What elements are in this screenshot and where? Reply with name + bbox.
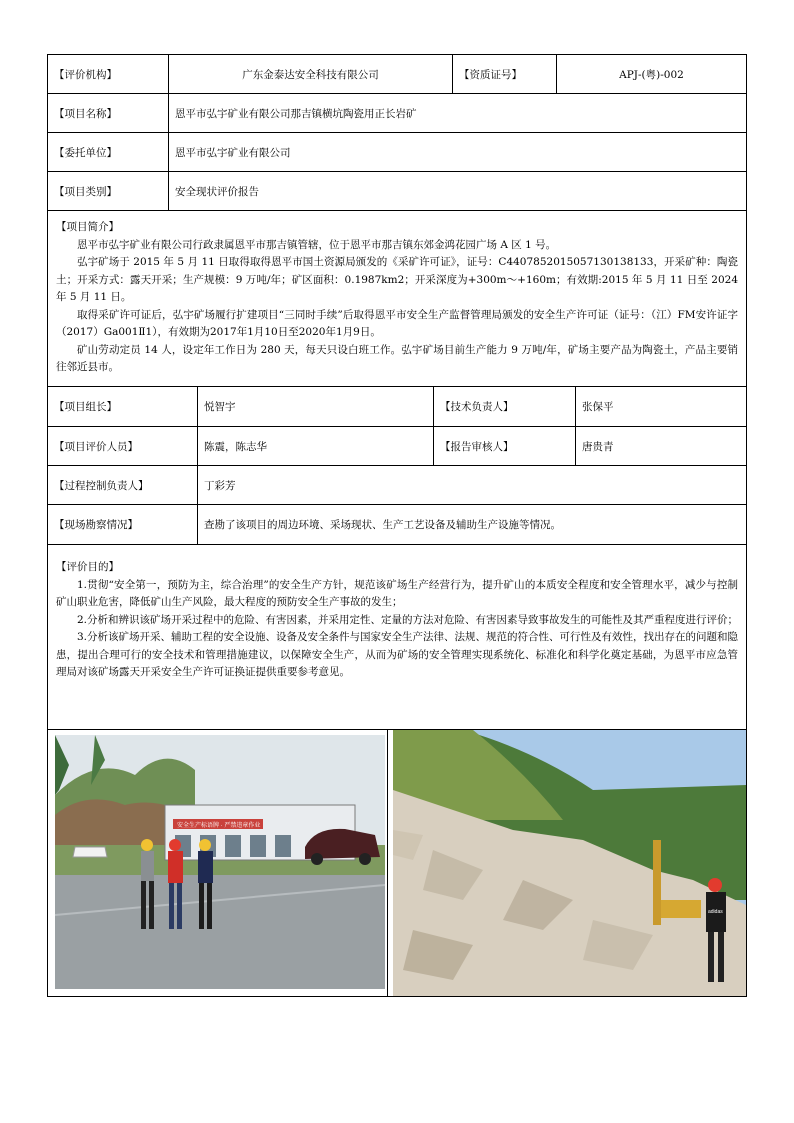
process-row [48,466,746,505]
intro-heading: 【项目简介】 [56,221,119,233]
mine-site-photo [388,730,746,996]
leader-row [48,387,746,427]
cert-label: 【资质证号】 [453,55,557,93]
intro-paragraph: 矿山劳动定员 14 人，设定年工作日为 280 天，每天只设白班工作。弘宇矿场目前生产能力 9 万吨/年，矿场主要产品为陶瓷土，产品主要销往邻近县市。 [56,343,738,373]
category-label: 【项目类别】 [48,172,169,210]
evaluation-purpose [48,545,746,730]
client-value: 恩平市弘宇矿业有限公司 [175,146,291,159]
leader-value: 悦智宇 [198,387,434,426]
purpose-heading: 【评价目的】 [56,561,119,573]
survey-label: 【现场勘察情况】 [48,505,198,544]
tech-lead-label: 【技术负责人】 [434,387,576,426]
intro-paragraph: 恩平市弘宇矿业有限公司行政隶属恩平市那吉镇管辖，位于恩平市那吉镇东郊金鸿花园广场 A 区 1 号。 [77,238,557,251]
category-value: 安全现状评价报告 [175,185,259,198]
process-label: 【过程控制负责人】 [48,466,198,504]
shirt-logo: adidas [708,909,723,915]
leader-label: 【项目组长】 [48,387,198,426]
org-label: 【评价机构】 [48,55,169,93]
evaluators-value: 陈震，陈志华 [198,427,434,465]
client-row [48,133,746,172]
reviewer-value: 唐贵青 [582,440,614,453]
project-row [48,94,746,133]
project-label: 【项目名称】 [48,94,169,132]
survey-row [48,505,746,545]
purpose-paragraph: 3.分析该矿场开采、辅助工程的安全设施、设备及安全条件与国家安全生产法律、法规、规范的符合性、可行性及有效性，找出存在的问题和隐患，提出合理可行的安全技术和管理措施建议，以保障安全生产，从而为矿场的安全管理实现系统化、标准化和科学化奠定基础，为恩平市应急管理局对该矿场露天开采安全生产许可证换证提供重要参考意见。 [56,631,739,678]
survey-value: 查勘了该项目的周边环境、采场现状、生产工艺设备及辅助生产设施等情况。 [204,519,561,531]
reviewer-label: 【报告审核人】 [434,427,576,465]
evaluators-row [48,427,746,466]
tech-lead-value: 张保平 [582,401,614,413]
purpose-paragraph: 1.贯彻“安全第一，预防为主，综合治理”的安全生产方针，规范该矿场生产经营行为，提升矿山的本质安全程度和安全管理水平，减少与控制矿山职业危害，降低矿山生产风险，最大程度的预防安全生产事故的发生； [56,578,738,608]
site-photos [48,730,746,996]
category-row [48,172,746,211]
intro-paragraph: 取得采矿许可证后，弘宇矿场履行扩建项目“三同时手续”后取得恩平市安全生产监督管理局颁发的安全生产许可证（证号：（江）FM安许证字（2017）Ga001Ⅱ1），有效期为2017年1月10日至2020年1月9日。 [56,308,738,338]
org-row [48,55,746,94]
process-value: 丁彩芳 [204,479,236,492]
purpose-paragraph: 2.分析和辨识该矿场开采过程中的危险、有害因素，并采用定性、定量的方法对危险、有害因素导致事故发生的可能性及其严重程度进行评价； [77,613,739,626]
client-label: 【委托单位】 [48,133,169,171]
project-value: 恩平市弘宇矿业有限公司那吉镇横坑陶瓷用正长岩矿 [175,107,417,120]
org-value: 广东金泰达安全科技有限公司 [169,55,453,93]
project-intro [48,211,746,387]
evaluation-form [47,54,747,997]
evaluators-label: 【项目评价人员】 [48,427,198,465]
office-photo [48,730,388,996]
site-sign: 安全生产标语牌 · 严禁违章作业 [177,823,261,829]
cert-value: APJ-(粤)-002 [619,68,684,81]
intro-paragraph: 弘宇矿场于 2015 年 5 月 11 日取得取得恩平市国土资源局颁发的《采矿许可证》，证号：C4407852015057130138133，开采矿种：陶瓷土；开采方式：露天开采；生产规模：9 万吨/年；矿区面积：0.1987km2；开采深度为+300m～+160m；有效期:2015 年 5 月 11 日至 2024 年 5 月 11 日。 [56,256,738,303]
